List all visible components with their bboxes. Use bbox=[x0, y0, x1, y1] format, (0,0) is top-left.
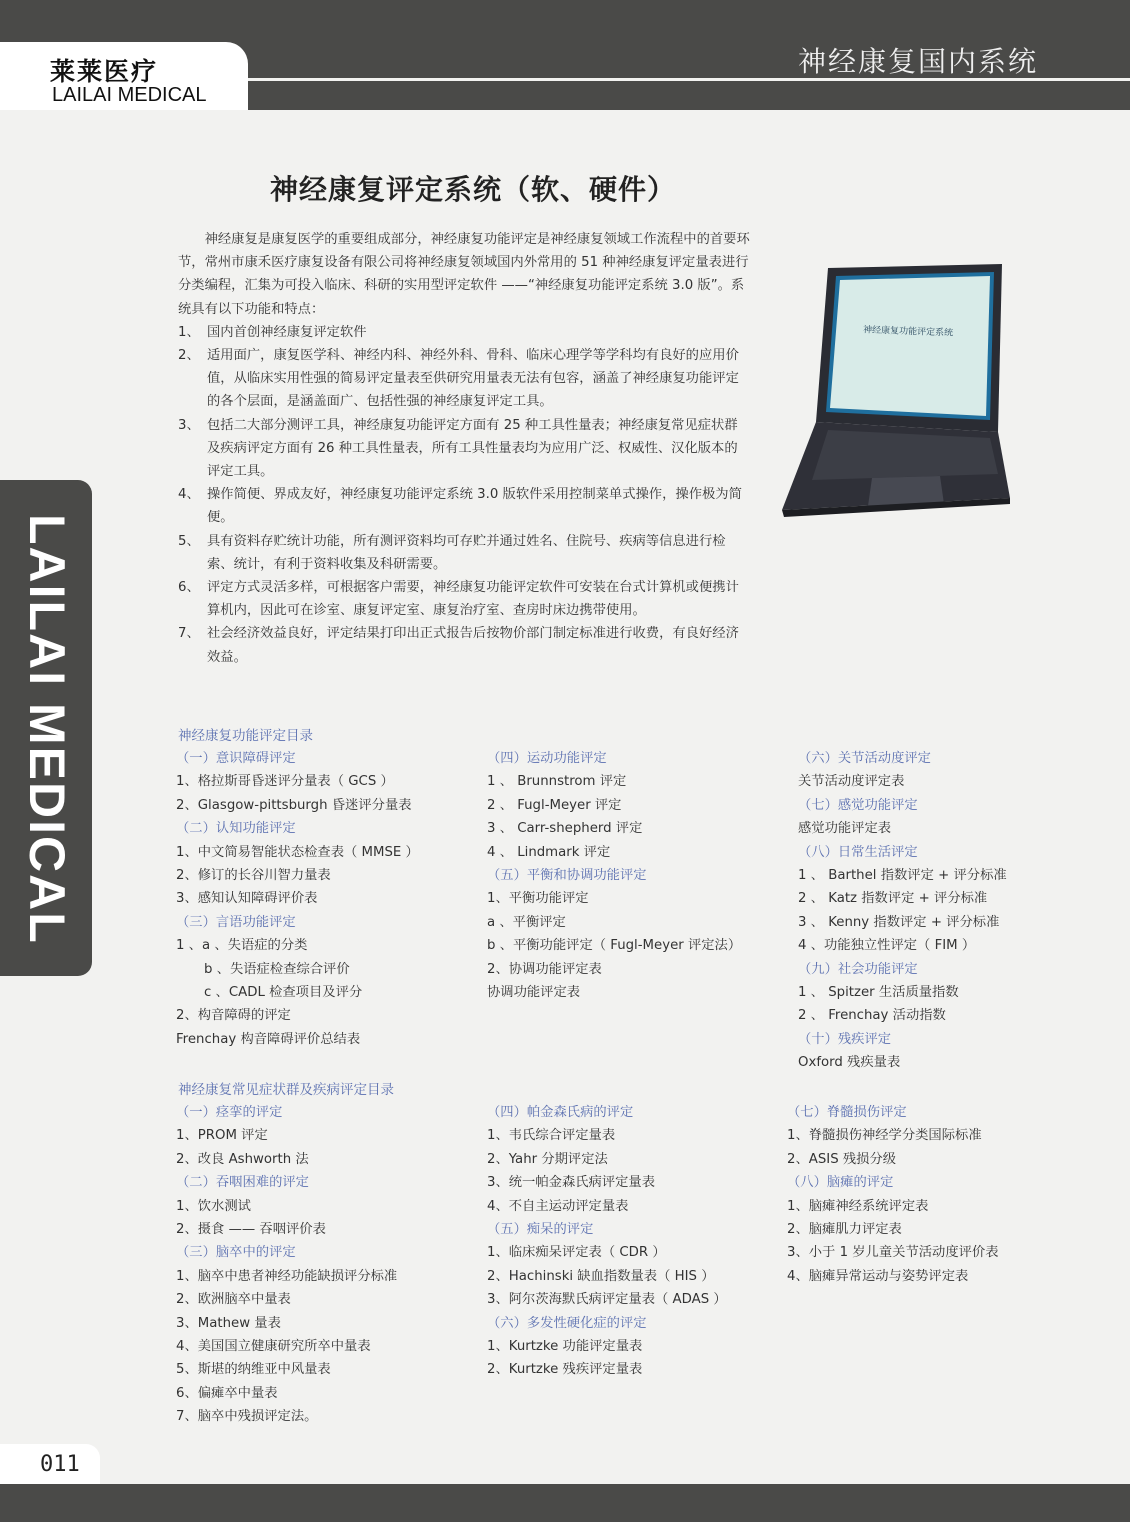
catalog-item: 3 、 Kenny 指数评定 + 评分标准 bbox=[798, 914, 1000, 930]
catalog-item: b 、平衡功能评定（ Fugl-Meyer 评定法） bbox=[487, 938, 742, 954]
catalog-item: 1 、 Barthel 指数评定 + 评分标准 bbox=[798, 867, 1007, 883]
catalog-item: 2、脑瘫肌力评定表 bbox=[787, 1221, 902, 1237]
catalog-item: 3、统一帕金森氏病评定量表 bbox=[487, 1175, 656, 1191]
catalog-item: 1、饮水测试 bbox=[176, 1198, 251, 1214]
catalog-item: 1、韦氏综合评定量表 bbox=[487, 1128, 616, 1144]
section2-column-1 bbox=[176, 1101, 476, 1428]
section2-heading: 神经康复常见症状群及疾病评定目录 bbox=[178, 1082, 394, 1098]
catalog-category: （九）社会功能评定 bbox=[798, 961, 918, 977]
catalog-item: 2、ASIS 残损分级 bbox=[787, 1151, 897, 1167]
catalog-category: （三）脑卒中的评定 bbox=[176, 1245, 296, 1261]
side-tab-text: LAILAI MEDICAL bbox=[19, 513, 75, 945]
feature-number: 4、 bbox=[178, 487, 200, 503]
catalog-item: 2 、 Katz 指数评定 + 评分标准 bbox=[798, 891, 988, 907]
catalog-item: 1、脑瘫神经系统评定表 bbox=[787, 1198, 929, 1214]
catalog-category: （八）日常生活评定 bbox=[798, 844, 918, 860]
catalog-category: （二）吞咽困难的评定 bbox=[176, 1175, 309, 1191]
catalog-item: 2、构音障碍的评定 bbox=[176, 1008, 291, 1024]
feature-number: 2、 bbox=[178, 348, 200, 364]
intro-paragraph: 神经康复是康复医学的重要组成部分，神经康复功能评定是神经康复领域工作流程中的首要环节，常州市康禾医疗康复设备有限公司将神经康复领域国内外常用的 51 种神经康复评定量表进行分类编程，汇集为可投入临床、科研的实用型评定软件 ——“神经康复功能评定系统 3.0 版”。系统具有以下功能和特点： bbox=[178, 232, 750, 317]
section2-column-2 bbox=[487, 1101, 787, 1382]
feature-text: 适用面广，康复医学科、神经内科、神经外科、骨科、临床心理学等学科均有良好的应用价值，从临床实用性强的简易评定量表至供研究用量表无法有包容，涵盖了神经康复功能评定的各个层面，是涵盖面广、包括性强的神经康复评定工具。 bbox=[207, 348, 739, 410]
catalog-item: 1 、a 、失语症的分类 bbox=[176, 938, 308, 954]
catalog-item: 2、Kurtzke 残疾评定量表 bbox=[487, 1362, 643, 1378]
catalog-item: 2 、 Fugl-Meyer 评定 bbox=[487, 797, 622, 813]
catalog-item: 2、改良 Ashworth 法 bbox=[176, 1151, 309, 1167]
catalog-item: a 、平衡评定 bbox=[487, 914, 566, 930]
feature-text: 国内首创神经康复评定软件 bbox=[207, 324, 367, 340]
catalog-item: 1、Kurtzke 功能评定量表 bbox=[487, 1338, 643, 1354]
catalog-item: 4 、功能独立性评定（ FIM ） bbox=[798, 938, 976, 954]
logo-english: LAILAI MEDICAL bbox=[52, 84, 207, 106]
catalog-category: （七）脊髓损伤评定 bbox=[787, 1105, 907, 1120]
catalog-item: 2、欧洲脑卒中量表 bbox=[176, 1292, 291, 1308]
catalog-item: 关节活动度评定表 bbox=[798, 774, 905, 790]
feature-text: 具有资料存贮统计功能，所有测评资料均可存贮并通过姓名、住院号、疾病等信息进行检索、统计，有利于资料收集及科研需要。 bbox=[207, 533, 726, 572]
feature-number: 7、 bbox=[178, 626, 200, 642]
catalog-category: （四）运动功能评定 bbox=[487, 751, 607, 766]
catalog-item: 4 、 Lindmark 评定 bbox=[487, 844, 611, 860]
section1-heading: 神经康复功能评定目录 bbox=[178, 728, 313, 744]
catalog-item: 2、协调功能评定表 bbox=[487, 961, 602, 977]
feature-text: 评定方式灵活多样，可根据客户需要，神经康复功能评定软件可安装在台式计算机或便携计算机内，因此可在诊室、康复评定室、康复治疗室、查房时床边携带使用。 bbox=[207, 580, 739, 619]
catalog-item: 1 、 Spitzer 生活质量指数 bbox=[798, 984, 959, 1000]
catalog-item: 感觉功能评定表 bbox=[798, 821, 892, 837]
catalog-item: 4、美国国立健康研究所卒中量表 bbox=[176, 1338, 371, 1354]
catalog-item: 3、Mathew 量表 bbox=[176, 1315, 281, 1331]
catalog-item: Frenchay 构音障碍评价总结表 bbox=[176, 1031, 361, 1047]
laptop-screen-text: 神经康复功能评定系统 bbox=[862, 325, 954, 339]
catalog-item: 2、Yahr 分期评定法 bbox=[487, 1151, 608, 1167]
feature-text: 社会经济效益良好，评定结果打印出正式报告后按物价部门制定标准进行收费，有良好经济效益。 bbox=[207, 626, 739, 665]
catalog-category: （六）关节活动度评定 bbox=[798, 751, 931, 766]
section-title: 神经康复国内系统 bbox=[797, 45, 1038, 78]
logo-chinese: 莱莱医疗 bbox=[50, 57, 159, 86]
catalog-item: 4、不自主运动评定量表 bbox=[487, 1198, 629, 1214]
feature-item bbox=[178, 414, 750, 484]
catalog-item: 2、Hachinski 缺血指数量表（ HIS ） bbox=[487, 1268, 715, 1284]
catalog-item: 1、脑卒中患者神经功能缺损评分标准 bbox=[176, 1268, 398, 1284]
catalog-item: 7、脑卒中残损评定法。 bbox=[176, 1409, 318, 1425]
section1-column-1 bbox=[176, 747, 476, 1051]
catalog-item: Oxford 残疾量表 bbox=[798, 1055, 901, 1071]
page-number: 011 bbox=[40, 1452, 80, 1477]
catalog-item: 2、Glasgow-pittsburgh 昏迷评分量表 bbox=[176, 797, 412, 813]
catalog-item: 协调功能评定表 bbox=[487, 984, 581, 1000]
catalog-item: 1、临床痴呆评定表（ CDR ） bbox=[487, 1245, 666, 1261]
feature-number: 5、 bbox=[178, 533, 200, 549]
catalog-item: 1、PROM 评定 bbox=[176, 1128, 268, 1144]
catalog-item: 3 、 Carr-shepherd 评定 bbox=[487, 821, 643, 837]
page-footer bbox=[0, 1484, 1130, 1522]
feature-item bbox=[178, 344, 750, 414]
catalog-category: （六）多发性硬化症的评定 bbox=[487, 1315, 647, 1331]
catalog-category: （八）脑瘫的评定 bbox=[787, 1175, 894, 1191]
catalog-item: 2、修订的长谷川智力量表 bbox=[176, 867, 331, 883]
catalog-item: 1、脊髓损伤神经学分类国际标准 bbox=[787, 1128, 982, 1144]
catalog-item: 3、感知认知障碍评价表 bbox=[176, 891, 318, 907]
catalog-item: b 、失语症检查综合评价 bbox=[204, 961, 350, 977]
catalog-category: （五）平衡和协调功能评定 bbox=[487, 867, 647, 883]
catalog-category: （五）痴呆的评定 bbox=[487, 1221, 594, 1237]
catalog-item: 1、中文简易智能状态检查表（ MMSE ） bbox=[176, 844, 419, 860]
catalog-item: 2、摄食 —— 吞咽评价表 bbox=[176, 1221, 326, 1237]
catalog-item: c 、CADL 检查项目及评分 bbox=[204, 984, 363, 1000]
catalog-category: （四）帕金森氏病的评定 bbox=[487, 1105, 634, 1120]
catalog-category: （十）残疾评定 bbox=[798, 1031, 892, 1047]
catalog-item: 1 、 Brunnstrom 评定 bbox=[487, 774, 627, 790]
catalog-category: （一）意识障碍评定 bbox=[176, 751, 296, 766]
section1-column-2 bbox=[487, 747, 787, 1004]
catalog-item: 5、斯堪的纳维亚中风量表 bbox=[176, 1362, 331, 1378]
catalog-item: 3、阿尔茨海默氏病评定量表（ ADAS ） bbox=[487, 1292, 727, 1308]
section1-column-3 bbox=[798, 747, 1098, 1074]
catalog-category: （七）感觉功能评定 bbox=[798, 797, 918, 813]
catalog-category: （三）言语功能评定 bbox=[176, 914, 296, 930]
feature-item bbox=[178, 321, 750, 344]
feature-text: 操作简便、界成友好，神经康复功能评定系统 3.0 版软件采用控制菜单式操作，操作极为简便。 bbox=[207, 487, 742, 526]
feature-item bbox=[178, 622, 750, 668]
catalog-item: 4、脑瘫异常运动与姿势评定表 bbox=[787, 1268, 969, 1284]
feature-item bbox=[178, 530, 750, 576]
catalog-item: 1、格拉斯哥昏迷评分量表（ GCS ） bbox=[176, 774, 394, 790]
feature-list bbox=[178, 321, 750, 669]
catalog-item: 1、平衡功能评定 bbox=[487, 891, 589, 907]
feature-text: 包括二大部分测评工具，神经康复功能评定方面有 25 种工具性量表；神经康复常见症状群及疾病评定方面有 26 种工具性量表，所有工具性量表均为应用广泛、权威性、汉化版本的评定工具。 bbox=[207, 417, 738, 480]
feature-item bbox=[178, 576, 750, 622]
catalog-item: 6、偏瘫卒中量表 bbox=[176, 1385, 278, 1401]
feature-item bbox=[178, 483, 750, 529]
feature-number: 1、 bbox=[178, 324, 200, 340]
catalog-item: 3、小于 1 岁儿童关节活动度评价表 bbox=[787, 1245, 999, 1261]
page-title: 神经康复评定系统（软、硬件） bbox=[270, 173, 677, 206]
feature-number: 6、 bbox=[178, 580, 200, 596]
intro-block bbox=[178, 228, 750, 669]
catalog-category: （一）痉挛的评定 bbox=[176, 1105, 283, 1120]
catalog-item: 2 、 Frenchay 活动指数 bbox=[798, 1008, 946, 1024]
catalog-category: （二）认知功能评定 bbox=[176, 821, 296, 837]
feature-number: 3、 bbox=[178, 417, 200, 433]
section2-column-3 bbox=[787, 1101, 1087, 1288]
laptop-image bbox=[776, 262, 1012, 518]
